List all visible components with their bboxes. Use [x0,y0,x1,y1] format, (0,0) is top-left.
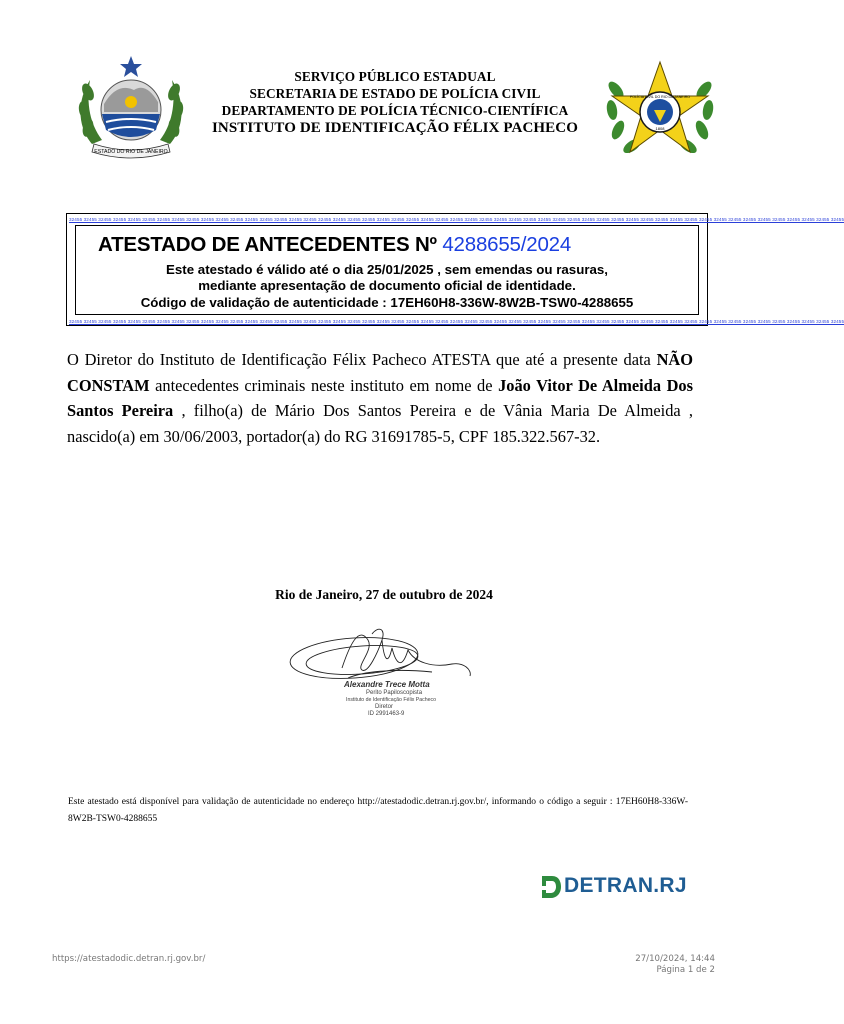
policia-civil-badge-icon [604,60,716,162]
validation-code-line: Código de validação de autenticidade : 17EH60H8-336W-8W2B-TSW0-4288655 [140,295,634,310]
header-line-1: SERVIÇO PÚBLICO ESTADUAL [294,69,496,84]
institution-header [190,68,600,138]
id-requirement-line: mediante apresentação de documento oficial de identidade. [198,278,576,293]
left-seal-ribbon-text: ESTADO DO RIO DE JANEIRO [94,149,168,155]
rio-state-coat-of-arms-icon [72,52,190,162]
signer-institution: Instituto de Identificação Félix Pacheco [346,697,436,703]
detran-leaf-icon [540,874,562,900]
certificate-box [66,213,844,326]
signer-id: ID 2991463-9 [368,711,405,717]
person-name: João Vitor De Almeida Dos Santos Pereira [67,375,693,420]
detran-brand-text: DETRAN.RJ [564,874,687,897]
header-line-4: INSTITUTO DE IDENTIFICAÇÃO FÉLIX PACHECO [211,120,578,136]
certificate-inner-box [75,225,699,315]
page-counter: Página 1 de 2 [656,965,715,975]
print-url[interactable]: https://atestadodic.detran.rj.gov.br/ [52,954,206,964]
validity-line: Este atestado é válido até o dia 25/01/2025 , sem emendas ou rasuras, [166,262,608,277]
security-microtext-top: 32455 32455 32455 32455 32455 32455 32455 32455 32455 32455 32455 32455 32455 32455 32455 32455 32455 32455 32455 32455 32455 32455 32455 32455 32455 32455 32455 32455 32455 32455 32455 32455 32455 32455 32455 32455 32455 32455 32455 32455 32455 32455 32455 32455 32455 32455 32455 32455 32455 32455 32455 32455 32455 [69,217,844,222]
certificate-number: 4288655/2024 [442,233,572,256]
validation-footer-note: Este atestado está disponível para validação de autenticidade no endereço http://atestadodic.detran.rj.gov.br/, informando o código a seguir : 17EH60H8-336W-8W2B-TSW0-4288655 [68,797,688,824]
signer-title: Diretor [375,704,394,710]
place-and-date: Rio de Janeiro, 27 de outubro de 2024 [275,587,493,602]
signer-name: Alexandre Trece Motta [344,680,430,689]
header-line-3: DEPARTAMENTO DE POLÍCIA TÉCNICO-CIENTÍFICA [221,103,569,118]
body-middle: antecedentes criminais neste instituto em nome de [155,375,493,395]
body-details: , filho(a) de Mário Dos Santos Pereira e de Vânia Maria De Almeida , nascido(a) em 30/06/2003, portador(a) do RG 31691785-5, CPF 185.322.567-32. [67,401,693,446]
print-datetime: 27/10/2024, 14:44 [635,954,715,964]
certificate-title-label: ATESTADO DE ANTECEDENTES Nº [98,233,437,256]
print-meta [635,954,715,976]
body-intro: O Diretor do Instituto de Identificação Félix Pacheco ATESTA que até a presente data [67,350,651,369]
attestation-paragraph [67,347,693,449]
security-microtext-bottom: 32455 32455 32455 32455 32455 32455 32455 32455 32455 32455 32455 32455 32455 32455 32455 32455 32455 32455 32455 32455 32455 32455 32455 32455 32455 32455 32455 32455 32455 32455 32455 32455 32455 32455 32455 32455 32455 32455 32455 32455 32455 32455 32455 32455 32455 32455 32455 32455 32455 32455 32455 32455 32455 [69,319,844,324]
right-seal-year: 1808 [655,126,665,131]
header-line-2: SECRETARIA DE ESTADO DE POLÍCIA CIVIL [249,86,541,101]
nao-constam-status: NÃO CONSTAM [67,350,693,395]
right-seal-text: POLÍCIA CIVIL DO RIO DE JANEIRO [629,95,691,99]
certificate-title [98,233,571,257]
signer-role: Perito Papiloscopista [366,690,423,696]
